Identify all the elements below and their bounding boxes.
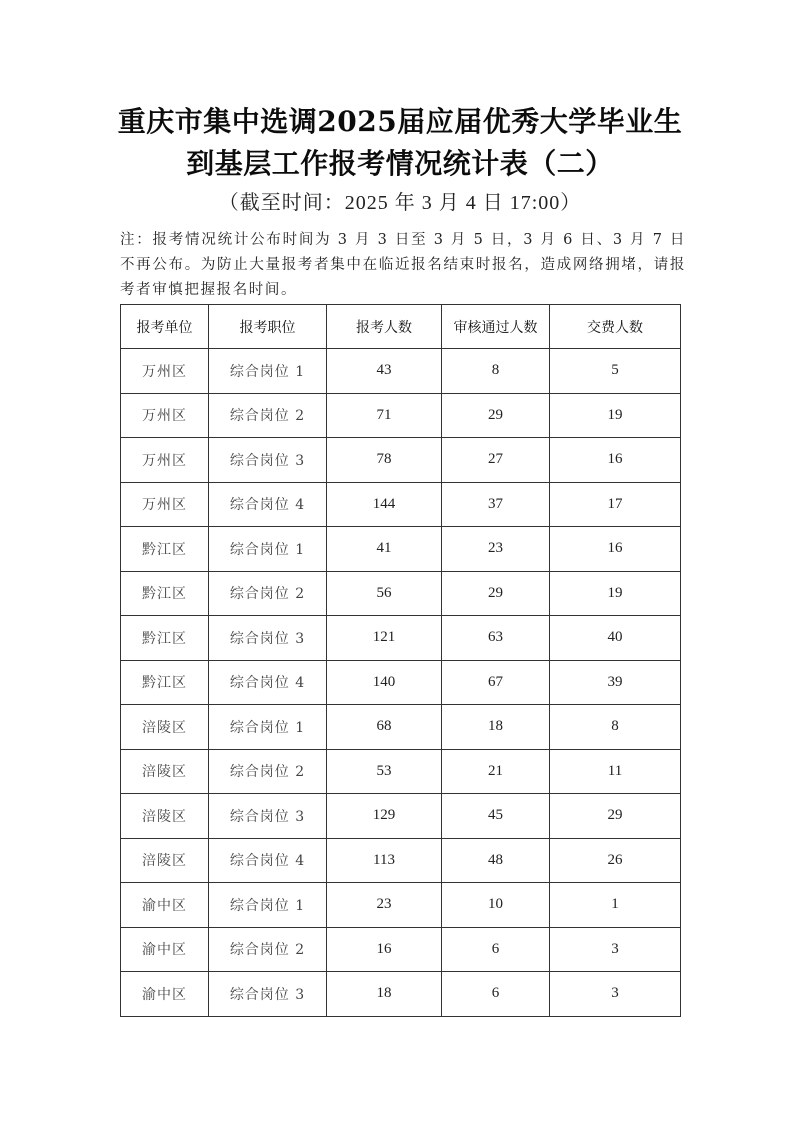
table-row <box>121 883 681 928</box>
cell-unit: 万州区 <box>121 482 209 527</box>
cell-unit: 黔江区 <box>121 571 209 616</box>
table-row <box>121 349 681 394</box>
cell-applicants: 16 <box>327 927 442 972</box>
header-approved: 审核通过人数 <box>442 305 550 349</box>
cell-position: 综合岗位 3 <box>209 972 327 1017</box>
cell-approved: 6 <box>442 927 550 972</box>
cell-position: 综合岗位 2 <box>209 393 327 438</box>
cell-applicants: 43 <box>327 349 442 394</box>
cell-unit: 涪陵区 <box>121 749 209 794</box>
cell-unit: 涪陵区 <box>121 794 209 839</box>
cell-approved: 45 <box>442 794 550 839</box>
cell-paid: 39 <box>550 660 681 705</box>
cell-approved: 67 <box>442 660 550 705</box>
publication-note: 注：报考情况统计公布时间为 3 月 3 日至 3 月 5 日，3 月 6 日、3 月 7 日不再公布。为防止大量报考者集中在临近报名结束时报名，造成网络拥堵，请报考者审慎把握报名时间。 <box>120 232 686 298</box>
table-row <box>121 794 681 839</box>
cell-applicants: 18 <box>327 972 442 1017</box>
cell-unit: 万州区 <box>121 438 209 483</box>
cell-unit: 万州区 <box>121 349 209 394</box>
header-unit: 报考单位 <box>121 305 209 349</box>
cell-position: 综合岗位 3 <box>209 616 327 661</box>
cell-position: 综合岗位 3 <box>209 438 327 483</box>
cell-unit: 万州区 <box>121 393 209 438</box>
cell-paid: 11 <box>550 749 681 794</box>
cell-applicants: 56 <box>327 571 442 616</box>
cell-paid: 26 <box>550 838 681 883</box>
cell-paid: 1 <box>550 883 681 928</box>
cell-position: 综合岗位 4 <box>209 482 327 527</box>
table-row <box>121 616 681 661</box>
cell-paid: 8 <box>550 705 681 750</box>
table-row <box>121 838 681 883</box>
document-title-line-2: 到基层工作报考情况统计表（二） <box>186 147 614 180</box>
cell-position: 综合岗位 2 <box>209 571 327 616</box>
table-body <box>121 349 681 1017</box>
cell-approved: 63 <box>442 616 550 661</box>
cell-applicants: 71 <box>327 393 442 438</box>
cell-approved: 29 <box>442 393 550 438</box>
table-header-row <box>121 305 681 349</box>
table-row <box>121 972 681 1017</box>
cell-paid: 19 <box>550 393 681 438</box>
table-row <box>121 571 681 616</box>
cell-unit: 黔江区 <box>121 660 209 705</box>
cell-position: 综合岗位 2 <box>209 749 327 794</box>
cell-unit: 黔江区 <box>121 527 209 572</box>
cell-applicants: 23 <box>327 883 442 928</box>
cell-approved: 27 <box>442 438 550 483</box>
header-position: 报考职位 <box>209 305 327 349</box>
table-row <box>121 527 681 572</box>
table-row <box>121 482 681 527</box>
cell-applicants: 129 <box>327 794 442 839</box>
cell-applicants: 121 <box>327 616 442 661</box>
cell-paid: 19 <box>550 571 681 616</box>
cell-approved: 37 <box>442 482 550 527</box>
cell-position: 综合岗位 4 <box>209 838 327 883</box>
cell-approved: 29 <box>442 571 550 616</box>
cell-position: 综合岗位 1 <box>209 883 327 928</box>
cutoff-time-subtitle: （截至时间：2025 年 3 月 4 日 17:00） <box>218 192 582 214</box>
cell-applicants: 140 <box>327 660 442 705</box>
header-paid: 交费人数 <box>550 305 681 349</box>
cell-unit: 渝中区 <box>121 972 209 1017</box>
cell-unit: 渝中区 <box>121 927 209 972</box>
cell-position: 综合岗位 2 <box>209 927 327 972</box>
cell-paid: 3 <box>550 927 681 972</box>
cell-approved: 21 <box>442 749 550 794</box>
cell-approved: 6 <box>442 972 550 1017</box>
table-row <box>121 393 681 438</box>
cell-applicants: 53 <box>327 749 442 794</box>
cell-paid: 16 <box>550 527 681 572</box>
cell-unit: 渝中区 <box>121 883 209 928</box>
table-row <box>121 660 681 705</box>
cell-unit: 涪陵区 <box>121 705 209 750</box>
cell-position: 综合岗位 1 <box>209 705 327 750</box>
registration-stats-table <box>120 304 681 1017</box>
cell-unit: 黔江区 <box>121 616 209 661</box>
table-row <box>121 927 681 972</box>
cell-unit: 涪陵区 <box>121 838 209 883</box>
header-applicants: 报考人数 <box>327 305 442 349</box>
table-row <box>121 705 681 750</box>
cell-position: 综合岗位 1 <box>209 527 327 572</box>
cell-paid: 3 <box>550 972 681 1017</box>
cell-paid: 5 <box>550 349 681 394</box>
cell-applicants: 78 <box>327 438 442 483</box>
cell-paid: 40 <box>550 616 681 661</box>
cell-paid: 16 <box>550 438 681 483</box>
cell-approved: 10 <box>442 883 550 928</box>
table-row <box>121 749 681 794</box>
cell-paid: 29 <box>550 794 681 839</box>
document-title-line-1: 重庆市集中选调2025届应届优秀大学毕业生 <box>117 105 683 138</box>
cell-position: 综合岗位 4 <box>209 660 327 705</box>
cell-applicants: 144 <box>327 482 442 527</box>
cell-applicants: 68 <box>327 705 442 750</box>
cell-approved: 18 <box>442 705 550 750</box>
cell-applicants: 41 <box>327 527 442 572</box>
cell-paid: 17 <box>550 482 681 527</box>
cell-approved: 8 <box>442 349 550 394</box>
cell-position: 综合岗位 3 <box>209 794 327 839</box>
cell-approved: 23 <box>442 527 550 572</box>
cell-approved: 48 <box>442 838 550 883</box>
table-row <box>121 438 681 483</box>
cell-applicants: 113 <box>327 838 442 883</box>
cell-position: 综合岗位 1 <box>209 349 327 394</box>
